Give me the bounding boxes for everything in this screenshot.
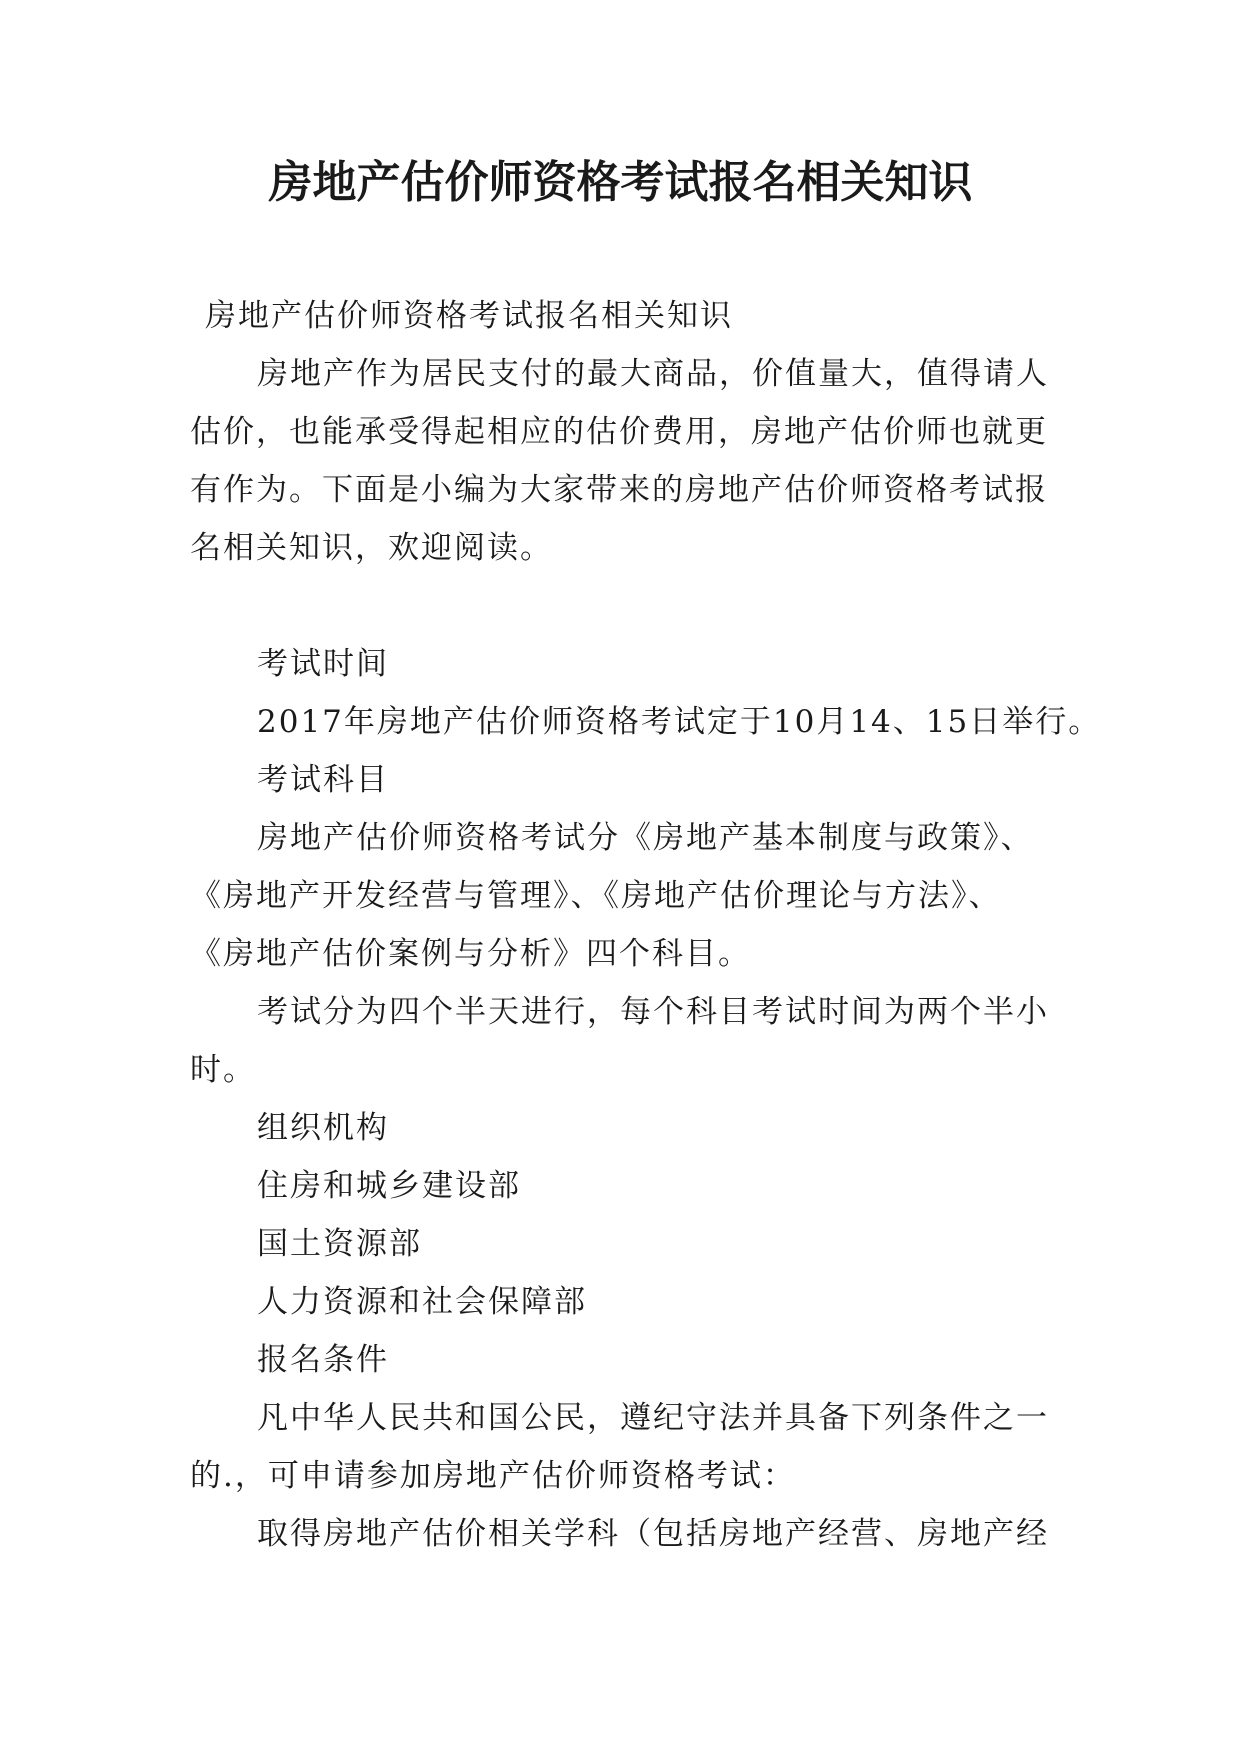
- paragraph-line: 名相关知识，欢迎阅读。: [190, 530, 553, 566]
- list-item: 住房和城乡建设部: [257, 1168, 521, 1204]
- document-title: 房地产估价师资格考试报名相关知识: [268, 157, 973, 208]
- paragraph-line: 的.，可申请参加房地产估价师资格考试：: [190, 1458, 796, 1494]
- paragraph-line: 凡中华人民共和国公民，遵纪守法并具备下列条件之一: [257, 1400, 1049, 1436]
- paragraph-line: 房地产估价师资格考试分《房地产基本制度与政策》、: [257, 820, 1034, 856]
- paragraph-line: 考试分为四个半天进行，每个科目考试时间为两个半小: [257, 994, 1049, 1030]
- list-item: 国土资源部: [257, 1226, 422, 1262]
- paragraph-line: 取得房地产估价相关学科（包括房地产经营、房地产经: [257, 1516, 1049, 1552]
- paragraph-line: 时。: [190, 1052, 256, 1088]
- paragraph-line: 2017年房地产估价师资格考试定于10月14、15日举行。: [257, 704, 1102, 740]
- paragraph-line: 房地产作为居民支付的最大商品，价值量大，值得请人: [257, 356, 1049, 392]
- section-heading: 报名条件: [257, 1342, 389, 1378]
- section-heading: 考试时间: [257, 646, 389, 682]
- paragraph-line: 《房地产估价案例与分析》四个科目。: [190, 936, 751, 972]
- section-heading: 组织机构: [257, 1110, 389, 1146]
- section-heading: 考试科目: [257, 762, 389, 798]
- paragraph-line: 估价，也能承受得起相应的估价费用，房地产估价师也就更: [190, 414, 1048, 450]
- list-item: 人力资源和社会保障部: [257, 1284, 587, 1320]
- subtitle-line: 房地产估价师资格考试报名相关知识: [205, 298, 733, 334]
- paragraph-line: 有作为。下面是小编为大家带来的房地产估价师资格考试报: [190, 472, 1048, 508]
- paragraph-line: 《房地产开发经营与管理》、《房地产估价理论与方法》、: [190, 878, 1002, 914]
